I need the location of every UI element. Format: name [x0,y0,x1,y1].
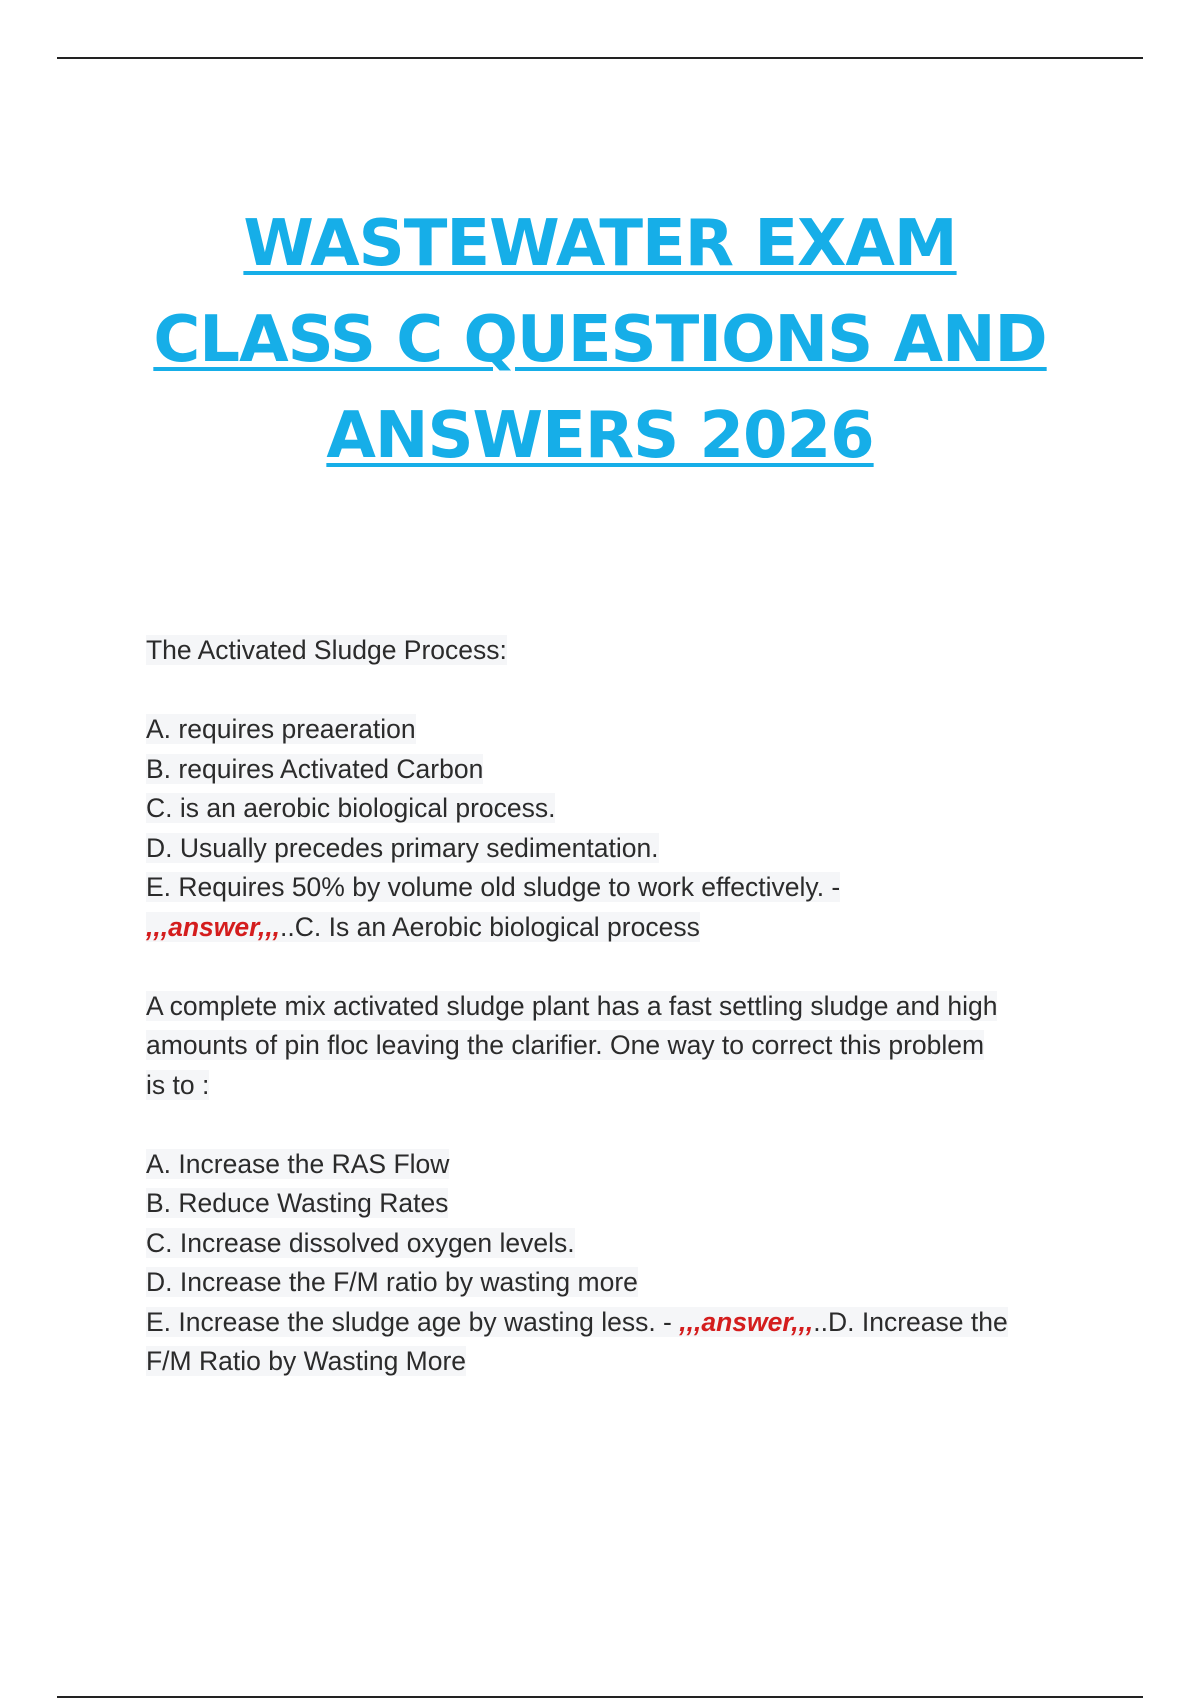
question-2-option-c: C. Increase dissolved oxygen levels. [146,1227,575,1258]
answer-marker: ,,,answer,,, [146,911,281,942]
question-1-answer [146,908,1071,948]
question-1-option-a: A. requires preaeration [146,714,416,744]
question-2-stem-line-1: A complete mix activated sludge plant has a fast settling sludge and high [146,990,998,1021]
title-line-2: CLASS C QUESTIONS AND [153,303,1047,377]
question-1 [146,631,1071,947]
question-list [146,631,1071,1382]
question-2-option-e: E. Increase the sludge age by wasting less. - ,,,answer,,,..D. Increase the [146,1306,1008,1337]
question-2-answer-continued: F/M Ratio by Wasting More [146,1346,467,1376]
question-2-option-b: B. Reduce Wasting Rates [146,1188,449,1218]
question-2-stem-line-3: is to : [146,1069,210,1100]
document-title [100,196,1100,484]
question-2-option-d: D. Increase the F/M ratio by wasting more [146,1267,638,1297]
title-line-3: ANSWERS 2026 [326,399,874,473]
question-2 [146,987,1071,1382]
title-line-1: WASTEWATER EXAM [243,207,957,281]
bottom-rule [57,1696,1143,1698]
question-1-option-e: E. Requires 50% by volume old sludge to work effectively. - [146,872,841,902]
question-1-option-c: C. is an aerobic biological process. [146,793,556,823]
question-1-option-d: D. Usually precedes primary sedimentation. [146,832,659,863]
answer-text: ..C. Is an Aerobic biological process [280,911,700,942]
question-1-stem: The Activated Sludge Process: [146,635,507,665]
answer-marker: ,,,answer,,, [679,1306,814,1337]
question-2-option-a: A. Increase the RAS Flow [146,1148,450,1179]
answer-text: ..D. Increase the [813,1306,1008,1337]
question-1-option-b: B. requires Activated Carbon [146,753,484,784]
top-rule [57,57,1143,59]
question-2-stem-line-2: amounts of pin floc leaving the clarifier. One way to correct this problem [146,1030,985,1060]
